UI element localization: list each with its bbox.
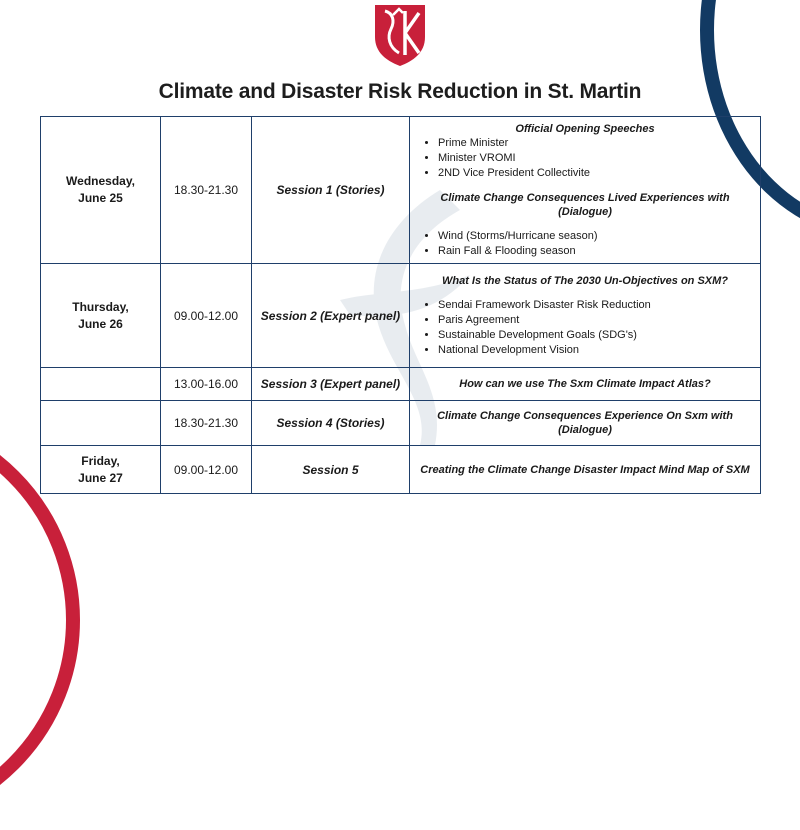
details-list (416, 229, 754, 259)
list-item: • Wind (Storms/Hurricane season) (438, 229, 754, 244)
day-cell (41, 401, 161, 446)
day-weekday: Thursday, (72, 299, 129, 314)
table-row (41, 264, 761, 368)
time-cell: 09.00-12.00 (161, 446, 252, 494)
details-heading: Climate Change Consequences Experience On Sxm with (Dialogue) (437, 410, 733, 436)
details-list (416, 136, 754, 181)
list-item: • Rain Fall & Flooding season (438, 244, 754, 259)
list-item: • Prime Minister (438, 136, 754, 151)
details-heading: Creating the Climate Change Disaster Impact Mind Map of SXM (420, 463, 750, 476)
details-list (416, 298, 754, 358)
day-cell (41, 446, 161, 494)
details-cell (410, 264, 761, 368)
time-cell: 09.00-12.00 (161, 264, 252, 368)
list-item: • National Development Vision (438, 343, 754, 358)
table-row (41, 446, 761, 494)
time-cell: 18.30-21.30 (161, 117, 252, 264)
details-cell (410, 401, 761, 446)
day-cell (41, 117, 161, 264)
details-cell (410, 446, 761, 494)
session-cell: Session 5 (252, 446, 410, 494)
session-cell: Session 3 (Expert panel) (252, 368, 410, 401)
list-item: • Paris Agreement (438, 313, 754, 328)
table-row (41, 368, 761, 401)
day-weekday: Wednesday, (66, 174, 135, 188)
logo-icon (373, 3, 427, 67)
table-row (41, 117, 761, 264)
time-cell: 13.00-16.00 (161, 368, 252, 401)
details-heading: Climate Change Consequences Lived Experiences with (Dialogue) (440, 191, 730, 218)
list-item: • Sendai Framework Disaster Risk Reduction (438, 298, 754, 313)
details-cell (410, 368, 761, 401)
details-heading: How can we use The Sxm Climate Impact Atlas? (459, 378, 711, 390)
details-cell (410, 117, 761, 264)
page-title: Climate and Disaster Risk Reduction in St. Martin (158, 80, 642, 103)
session-cell: Session 4 (Stories) (252, 401, 410, 446)
details-heading: What Is the Status of The 2030 Un-Objectives on SXM? (441, 274, 729, 287)
day-date: June 25 (78, 191, 123, 205)
details-heading: Official Opening Speeches (515, 122, 655, 135)
day-date: June 26 (78, 316, 123, 331)
list-item: • 2ND Vice President Collectivite (438, 166, 754, 181)
session-cell: Session 2 (Expert panel) (252, 264, 410, 368)
day-date: June 27 (78, 470, 123, 485)
list-item: • Sustainable Development Goals (SDG's) (438, 328, 754, 343)
session-cell: Session 1 (Stories) (252, 117, 410, 264)
table-row (41, 401, 761, 446)
list-item: • Minister VROMI (438, 151, 754, 166)
day-cell (41, 264, 161, 368)
agenda-table (40, 116, 761, 494)
day-weekday: Friday, (81, 453, 120, 468)
time-cell: 18.30-21.30 (161, 401, 252, 446)
day-cell (41, 368, 161, 401)
